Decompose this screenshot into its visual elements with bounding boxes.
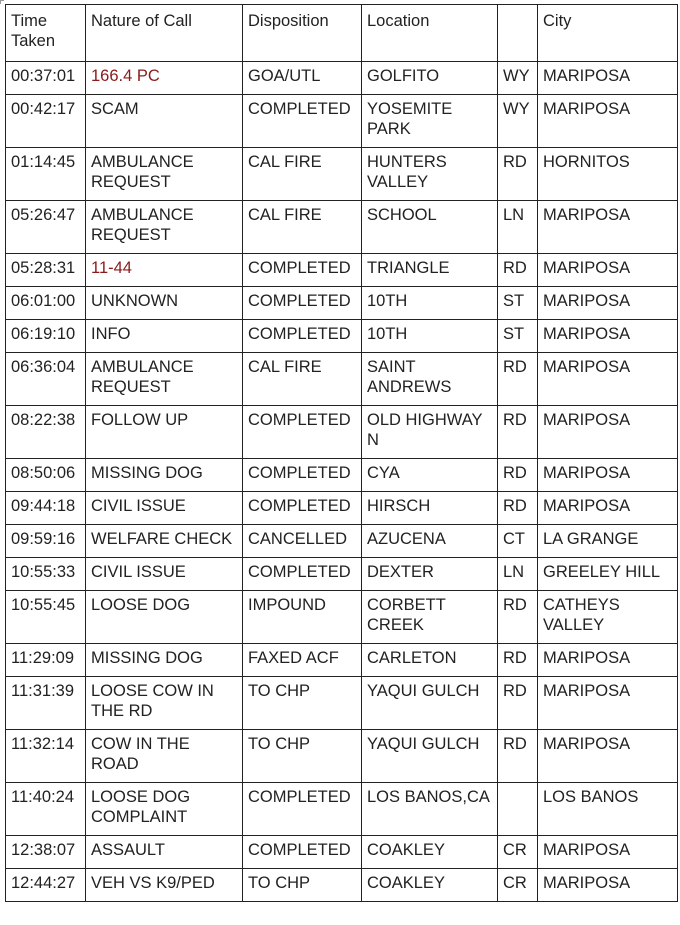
table-row xyxy=(6,591,678,644)
cell-disposition: COMPLETED xyxy=(243,783,362,836)
call-log-body xyxy=(6,62,678,902)
cell-city: MARIPOSA xyxy=(538,353,678,406)
header-disposition: Disposition xyxy=(243,5,362,62)
cell-nature-of-call: ASSAULT xyxy=(86,836,243,869)
cell-location: GOLFITO xyxy=(362,62,498,95)
cell-location: YAQUI GULCH xyxy=(362,730,498,783)
cell-nature-of-call: VEH VS K9/PED xyxy=(86,869,243,902)
cell-time-taken: 06:01:00 xyxy=(6,287,86,320)
cell-time-taken: 00:37:01 xyxy=(6,62,86,95)
cell-time-taken: 11:29:09 xyxy=(6,644,86,677)
cell-disposition: IMPOUND xyxy=(243,591,362,644)
cell-city: MARIPOSA xyxy=(538,730,678,783)
cell-time-taken: 12:44:27 xyxy=(6,869,86,902)
cell-disposition: COMPLETED xyxy=(243,254,362,287)
cell-location: 10TH xyxy=(362,287,498,320)
cell-street-suffix: RD xyxy=(498,644,538,677)
cell-nature-of-call: COW IN THE ROAD xyxy=(86,730,243,783)
cell-time-taken: 09:44:18 xyxy=(6,492,86,525)
cell-disposition: TO CHP xyxy=(243,677,362,730)
cell-street-suffix: CR xyxy=(498,836,538,869)
cell-location: CARLETON xyxy=(362,644,498,677)
cell-nature-of-call: AMBULANCE REQUEST xyxy=(86,148,243,201)
cell-time-taken: 08:22:38 xyxy=(6,406,86,459)
cell-disposition: COMPLETED xyxy=(243,406,362,459)
cell-city: HORNITOS xyxy=(538,148,678,201)
cell-street-suffix: RD xyxy=(498,677,538,730)
cell-time-taken: 11:31:39 xyxy=(6,677,86,730)
cell-street-suffix: LN xyxy=(498,558,538,591)
cell-disposition: CAL FIRE xyxy=(243,201,362,254)
table-row xyxy=(6,644,678,677)
cell-nature-of-call: CIVIL ISSUE xyxy=(86,558,243,591)
cell-location: AZUCENA xyxy=(362,525,498,558)
cell-disposition: CANCELLED xyxy=(243,525,362,558)
cell-time-taken: 10:55:45 xyxy=(6,591,86,644)
cell-street-suffix xyxy=(498,783,538,836)
table-row xyxy=(6,320,678,353)
cell-city: MARIPOSA xyxy=(538,62,678,95)
cell-disposition: COMPLETED xyxy=(243,558,362,591)
cell-location: YAQUI GULCH xyxy=(362,677,498,730)
cell-nature-of-call: FOLLOW UP xyxy=(86,406,243,459)
cell-disposition: COMPLETED xyxy=(243,492,362,525)
cell-street-suffix: CR xyxy=(498,869,538,902)
call-log-table xyxy=(5,4,678,902)
cell-nature-of-call: LOOSE COW IN THE RD xyxy=(86,677,243,730)
page-corner-mark xyxy=(0,0,4,4)
cell-location: HUNTERS VALLEY xyxy=(362,148,498,201)
cell-disposition: GOA/UTL xyxy=(243,62,362,95)
cell-nature-of-call: UNKNOWN xyxy=(86,287,243,320)
table-row xyxy=(6,730,678,783)
cell-street-suffix: RD xyxy=(498,148,538,201)
cell-disposition: TO CHP xyxy=(243,730,362,783)
cell-street-suffix: RD xyxy=(498,591,538,644)
cell-nature-of-call: SCAM xyxy=(86,95,243,148)
cell-time-taken: 00:42:17 xyxy=(6,95,86,148)
cell-time-taken: 06:19:10 xyxy=(6,320,86,353)
cell-street-suffix: CT xyxy=(498,525,538,558)
cell-time-taken: 11:40:24 xyxy=(6,783,86,836)
table-row xyxy=(6,459,678,492)
table-row xyxy=(6,492,678,525)
cell-time-taken: 06:36:04 xyxy=(6,353,86,406)
cell-street-suffix: WY xyxy=(498,95,538,148)
cell-time-taken: 01:14:45 xyxy=(6,148,86,201)
table-row xyxy=(6,558,678,591)
cell-city: MARIPOSA xyxy=(538,287,678,320)
cell-city: LA GRANGE xyxy=(538,525,678,558)
cell-nature-of-call: MISSING DOG xyxy=(86,644,243,677)
cell-street-suffix: ST xyxy=(498,287,538,320)
cell-location: COAKLEY xyxy=(362,836,498,869)
cell-street-suffix: RD xyxy=(498,406,538,459)
table-row xyxy=(6,148,678,201)
cell-disposition: COMPLETED xyxy=(243,287,362,320)
cell-location: YOSEMITE PARK xyxy=(362,95,498,148)
cell-nature-of-call: WELFARE CHECK xyxy=(86,525,243,558)
cell-street-suffix: RD xyxy=(498,353,538,406)
table-row xyxy=(6,836,678,869)
cell-disposition: FAXED ACF xyxy=(243,644,362,677)
cell-nature-of-call: AMBULANCE REQUEST xyxy=(86,201,243,254)
cell-nature-of-call: INFO xyxy=(86,320,243,353)
cell-location: 10TH xyxy=(362,320,498,353)
cell-city: MARIPOSA xyxy=(538,406,678,459)
cell-nature-of-call: AMBULANCE REQUEST xyxy=(86,353,243,406)
cell-location: TRIANGLE xyxy=(362,254,498,287)
table-row xyxy=(6,287,678,320)
cell-city: MARIPOSA xyxy=(538,644,678,677)
cell-city: MARIPOSA xyxy=(538,320,678,353)
cell-nature-of-call: LOOSE DOG COMPLAINT xyxy=(86,783,243,836)
header-street-suffix xyxy=(498,5,538,62)
cell-location: COAKLEY xyxy=(362,869,498,902)
cell-time-taken: 11:32:14 xyxy=(6,730,86,783)
cell-disposition: COMPLETED xyxy=(243,836,362,869)
cell-city: MARIPOSA xyxy=(538,869,678,902)
cell-city: LOS BANOS xyxy=(538,783,678,836)
cell-city: CATHEYS VALLEY xyxy=(538,591,678,644)
table-row xyxy=(6,62,678,95)
cell-street-suffix: LN xyxy=(498,201,538,254)
cell-location: SAINT ANDREWS xyxy=(362,353,498,406)
cell-nature-of-call: 11-44 xyxy=(86,254,243,287)
cell-location: CYA xyxy=(362,459,498,492)
cell-city: MARIPOSA xyxy=(538,677,678,730)
cell-city: MARIPOSA xyxy=(538,492,678,525)
cell-disposition: COMPLETED xyxy=(243,320,362,353)
cell-disposition: TO CHP xyxy=(243,869,362,902)
cell-city: MARIPOSA xyxy=(538,201,678,254)
cell-location: DEXTER xyxy=(362,558,498,591)
header-location: Location xyxy=(362,5,498,62)
cell-street-suffix: RD xyxy=(498,730,538,783)
table-row xyxy=(6,677,678,730)
cell-city: MARIPOSA xyxy=(538,254,678,287)
table-row xyxy=(6,783,678,836)
table-row xyxy=(6,254,678,287)
cell-disposition: CAL FIRE xyxy=(243,353,362,406)
cell-nature-of-call: CIVIL ISSUE xyxy=(86,492,243,525)
table-row xyxy=(6,95,678,148)
cell-time-taken: 05:26:47 xyxy=(6,201,86,254)
cell-street-suffix: RD xyxy=(498,492,538,525)
table-row xyxy=(6,406,678,459)
header-row xyxy=(6,5,678,62)
cell-location: HIRSCH xyxy=(362,492,498,525)
cell-nature-of-call: LOOSE DOG xyxy=(86,591,243,644)
cell-time-taken: 09:59:16 xyxy=(6,525,86,558)
cell-time-taken: 05:28:31 xyxy=(6,254,86,287)
cell-street-suffix: RD xyxy=(498,254,538,287)
cell-disposition: COMPLETED xyxy=(243,459,362,492)
cell-city: MARIPOSA xyxy=(538,836,678,869)
table-row xyxy=(6,525,678,558)
cell-city: GREELEY HILL xyxy=(538,558,678,591)
header-city: City xyxy=(538,5,678,62)
cell-street-suffix: ST xyxy=(498,320,538,353)
cell-disposition: CAL FIRE xyxy=(243,148,362,201)
table-row xyxy=(6,201,678,254)
cell-time-taken: 12:38:07 xyxy=(6,836,86,869)
cell-disposition: COMPLETED xyxy=(243,95,362,148)
cell-street-suffix: WY xyxy=(498,62,538,95)
cell-time-taken: 10:55:33 xyxy=(6,558,86,591)
cell-time-taken: 08:50:06 xyxy=(6,459,86,492)
cell-location: SCHOOL xyxy=(362,201,498,254)
cell-nature-of-call: MISSING DOG xyxy=(86,459,243,492)
cell-city: MARIPOSA xyxy=(538,459,678,492)
header-nature-of-call: Nature of Call xyxy=(86,5,243,62)
cell-location: CORBETT CREEK xyxy=(362,591,498,644)
cell-city: MARIPOSA xyxy=(538,95,678,148)
table-row xyxy=(6,353,678,406)
table-row xyxy=(6,869,678,902)
header-time-taken: Time Taken xyxy=(6,5,86,62)
cell-nature-of-call: 166.4 PC xyxy=(86,62,243,95)
cell-street-suffix: RD xyxy=(498,459,538,492)
cell-location: OLD HIGHWAY N xyxy=(362,406,498,459)
cell-location: LOS BANOS,CA xyxy=(362,783,498,836)
